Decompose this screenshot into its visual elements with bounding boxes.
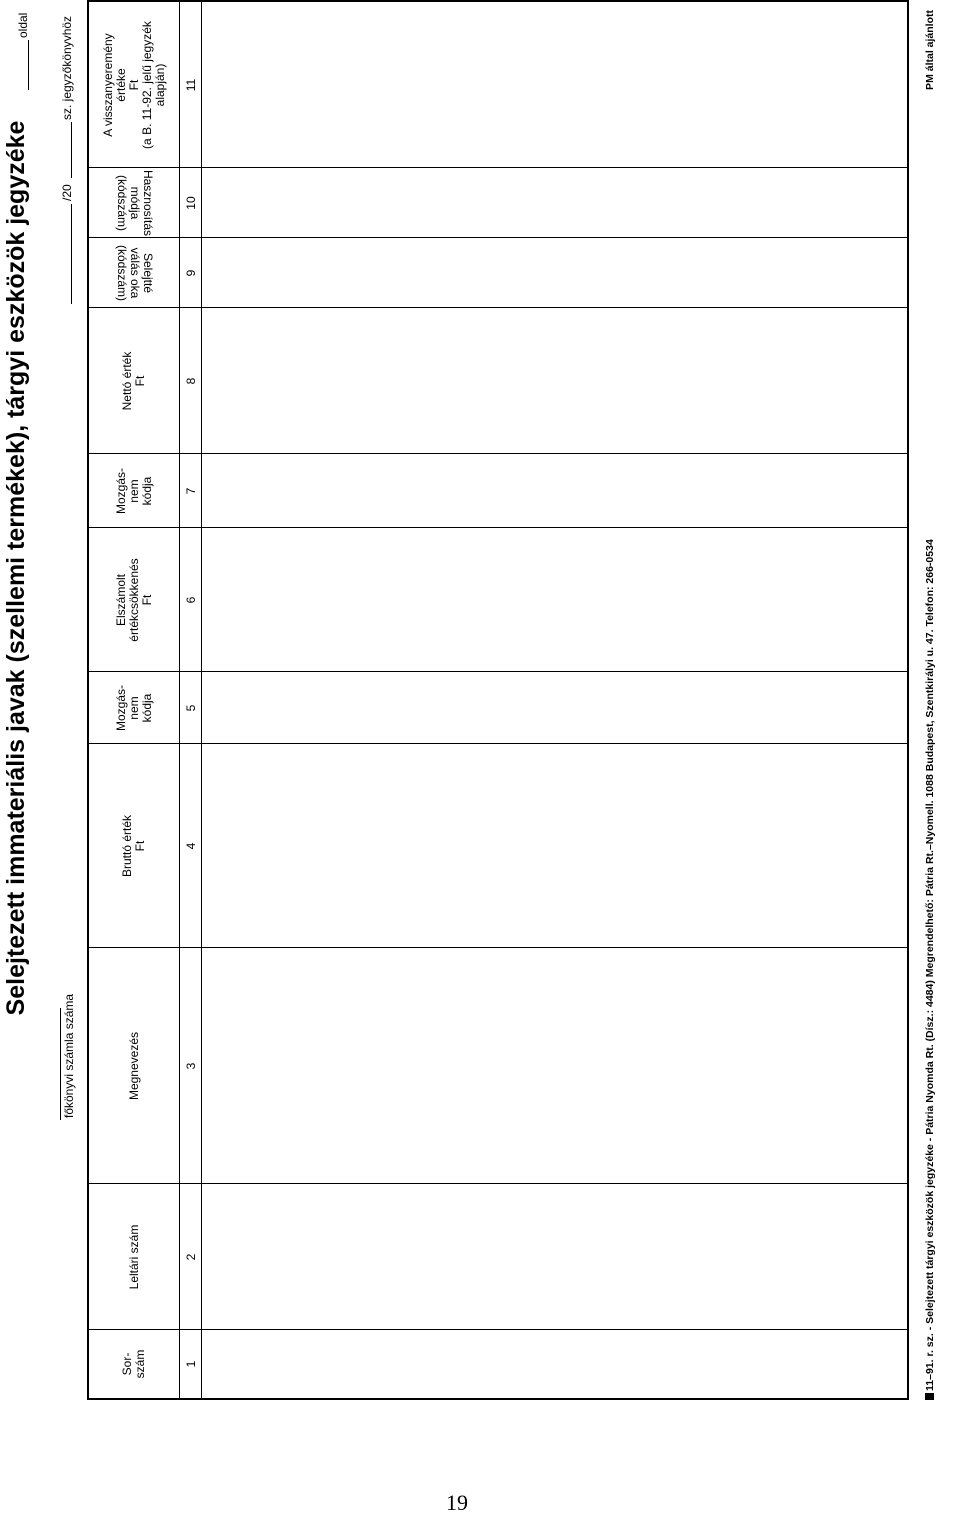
form-title: Selejtezett immateriális javak (szellemi termékek), tárgyi eszközök jegyzéke: [2, 120, 30, 1016]
col-number: 5: [184, 704, 198, 712]
page-number: 19: [446, 1490, 468, 1515]
col-number: 11: [184, 78, 198, 92]
col-header-sorszam: Sor- szám: [120, 1349, 147, 1379]
year-prefix: /20: [60, 184, 74, 201]
page-blank[interactable]: [28, 40, 29, 90]
col-header-brutto-ertek: Bruttó érték Ft: [120, 814, 147, 878]
square-icon: [925, 1393, 934, 1400]
year-blank[interactable]: [71, 122, 72, 178]
number-row-divider: [201, 2, 202, 1398]
col-header-leltari-szam: Leltári szám: [126, 1224, 141, 1290]
col-header-megnevezes: Megnevezés: [126, 1031, 141, 1101]
col-number: 3: [184, 1062, 198, 1070]
footer-imprint: 11–91. r. sz. - Selejtezett tárgyi eszközök jegyzéke - Pátria Nyomda Rt. (Dísz.: 4484) Megrendelhető: Pátria Rt.–Nyomell. 1088 Budapest, Szentkirályi u. 47. Telefon: 266-0534: [924, 539, 936, 1400]
col-header-mozgasnem-kodja-2: Mozgás- nem kódja: [113, 468, 154, 515]
col-number: 1: [184, 1360, 198, 1368]
page-label: oldal: [16, 12, 30, 38]
col-header-mozgasnem-kodja: Mozgás- nem kódja: [113, 685, 154, 732]
col-header-visszanyeremeny-erteke: A visszanyeremény értéke Ft (a B. 11-92. jelű jegyzék alapján): [100, 21, 167, 149]
col-number: 9: [184, 269, 198, 277]
col-number: 6: [184, 596, 198, 604]
list-label: sz. jegyzőkönyvhöz: [60, 15, 74, 120]
col-number: 4: [184, 842, 198, 850]
ledger-account-blank[interactable]: [60, 1008, 61, 1120]
footer-recommendation: PM által ajánlott: [924, 10, 936, 90]
ledger-table: [87, 0, 909, 1400]
col-header-elszamolt-ertekcsokkenes: Elszámolt értékcsökkenés Ft: [113, 558, 154, 642]
col-number: 7: [184, 487, 198, 495]
ledger-account-label: főkönyvi számla száma: [62, 993, 76, 1118]
list-number-blank[interactable]: [71, 204, 72, 304]
col-number: 8: [184, 377, 198, 385]
col-number: 10: [184, 196, 198, 210]
table-body-blank[interactable]: [203, 2, 907, 1398]
col-header-hasznositas-modja: Hasznosítás módja (kódszám): [114, 169, 155, 237]
col-header-selejtte-valas-oka: Selejtté válás oka (kódszám): [114, 245, 155, 302]
col-header-netto-ertek: Nettó érték Ft: [120, 351, 147, 411]
header-divider: [179, 2, 180, 1398]
col-number: 2: [184, 1253, 198, 1261]
